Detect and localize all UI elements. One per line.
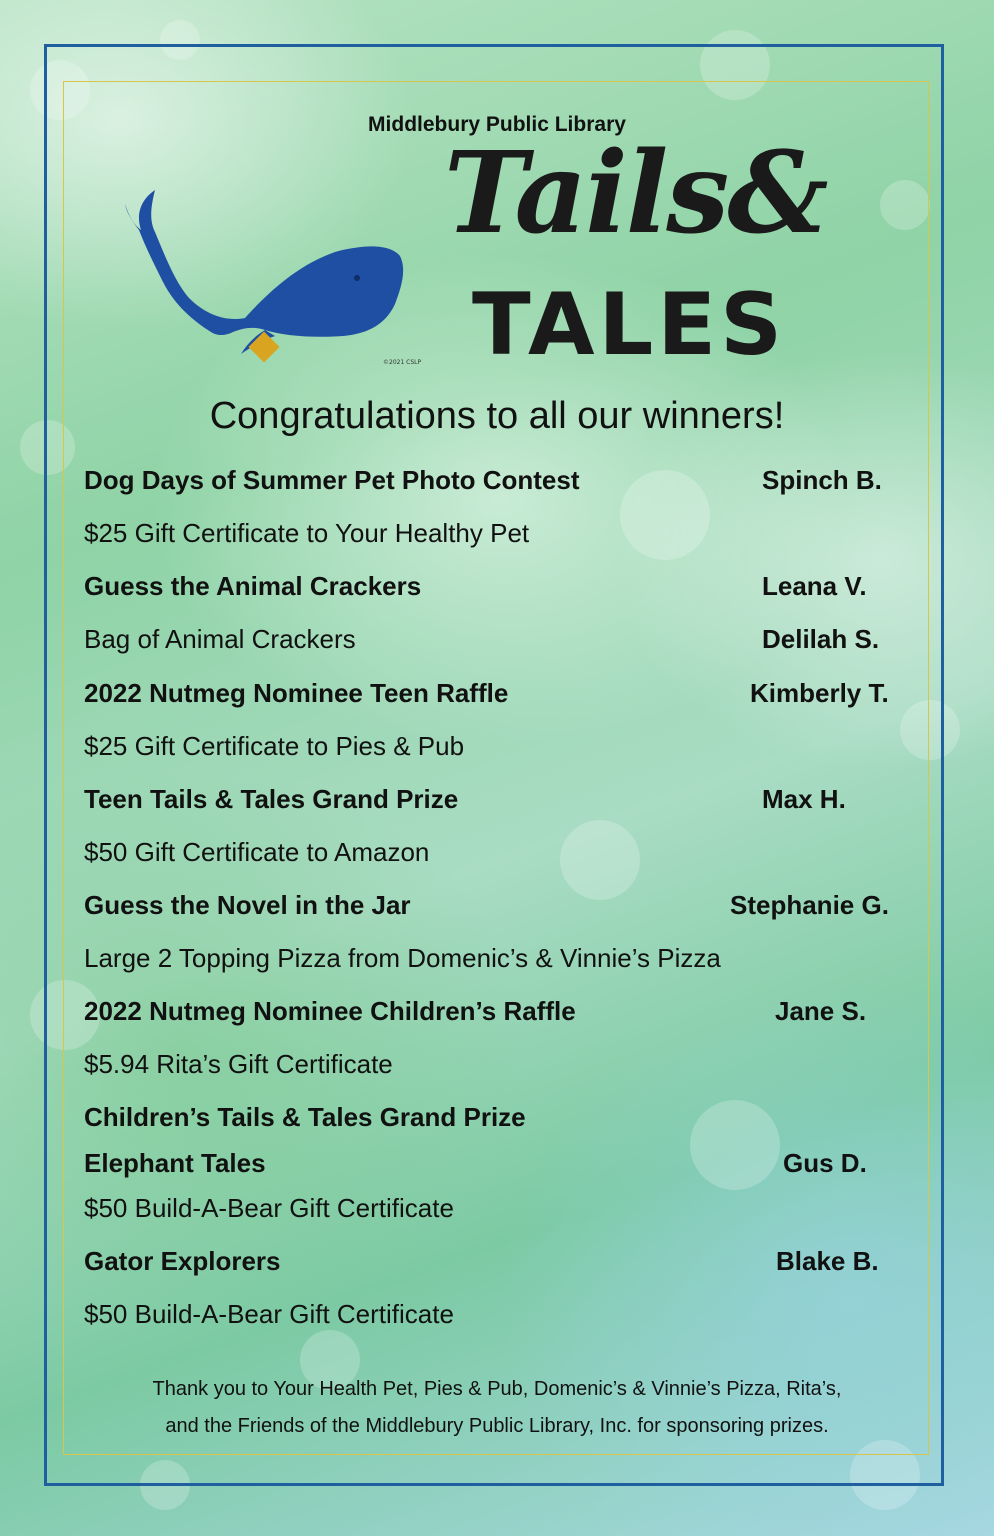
headline: Congratulations to all our winners! xyxy=(209,395,785,437)
prize-text: $5.94 Rita’s Gift Certificate xyxy=(84,1049,393,1079)
footer-line-1: Thank you to Your Health Pet, Pies & Pub, Domenic’s & Vinnie’s Pizza, Rita’s, xyxy=(152,1378,842,1400)
whale-logo xyxy=(115,186,422,376)
group-name: Elephant Tales xyxy=(84,1148,266,1178)
prize-text: Bag of Animal Crackers xyxy=(84,624,356,654)
grand-prize-title: Children’s Tails & Tales Grand Prize xyxy=(84,1102,526,1132)
winner-name: Leana V. xyxy=(762,571,867,601)
winner-name: Delilah S. xyxy=(762,624,880,654)
contest-name: Teen Tails & Tales Grand Prize xyxy=(84,784,459,814)
winner-name: Jane S. xyxy=(775,996,867,1026)
prize-text: $25 Gift Certificate to Your Healthy Pet xyxy=(84,518,530,548)
footer-line-2: and the Friends of the Middlebury Public Library, Inc. for sponsoring prizes. xyxy=(165,1415,829,1437)
logo-tales: TALES xyxy=(471,275,787,375)
contest-name: 2022 Nutmeg Nominee Children’s Raffle xyxy=(84,996,576,1026)
prize-text: $25 Gift Certificate to Pies & Pub xyxy=(84,731,465,761)
copyright-text: ©2021 CSLP xyxy=(383,359,422,366)
prize-text: $50 Build-A-Bear Gift Certificate xyxy=(84,1299,454,1329)
logo-tails: Tails& xyxy=(444,128,827,259)
contest-name: Dog Days of Summer Pet Photo Contest xyxy=(84,465,580,495)
contest-name: 2022 Nutmeg Nominee Teen Raffle xyxy=(84,678,509,708)
contest-name: Guess the Novel in the Jar xyxy=(84,890,411,920)
prize-text: $50 Gift Certificate to Amazon xyxy=(84,837,430,867)
group-name: Gator Explorers xyxy=(84,1246,281,1276)
winner-name: Gus D. xyxy=(783,1148,867,1178)
prize-text: Large 2 Topping Pizza from Domenic’s & Vinnie’s Pizza xyxy=(84,943,721,973)
winner-name: Spinch B. xyxy=(762,465,882,495)
winner-name: Blake B. xyxy=(776,1246,879,1276)
library-name: Middlebury Public Library xyxy=(368,113,626,136)
winner-name: Kimberly T. xyxy=(750,678,889,708)
winner-name: Max H. xyxy=(762,784,846,814)
contest-name: Guess the Animal Crackers xyxy=(84,571,422,601)
prize-text: $50 Build-A-Bear Gift Certificate xyxy=(84,1193,454,1223)
winner-name: Stephanie G. xyxy=(730,890,889,920)
